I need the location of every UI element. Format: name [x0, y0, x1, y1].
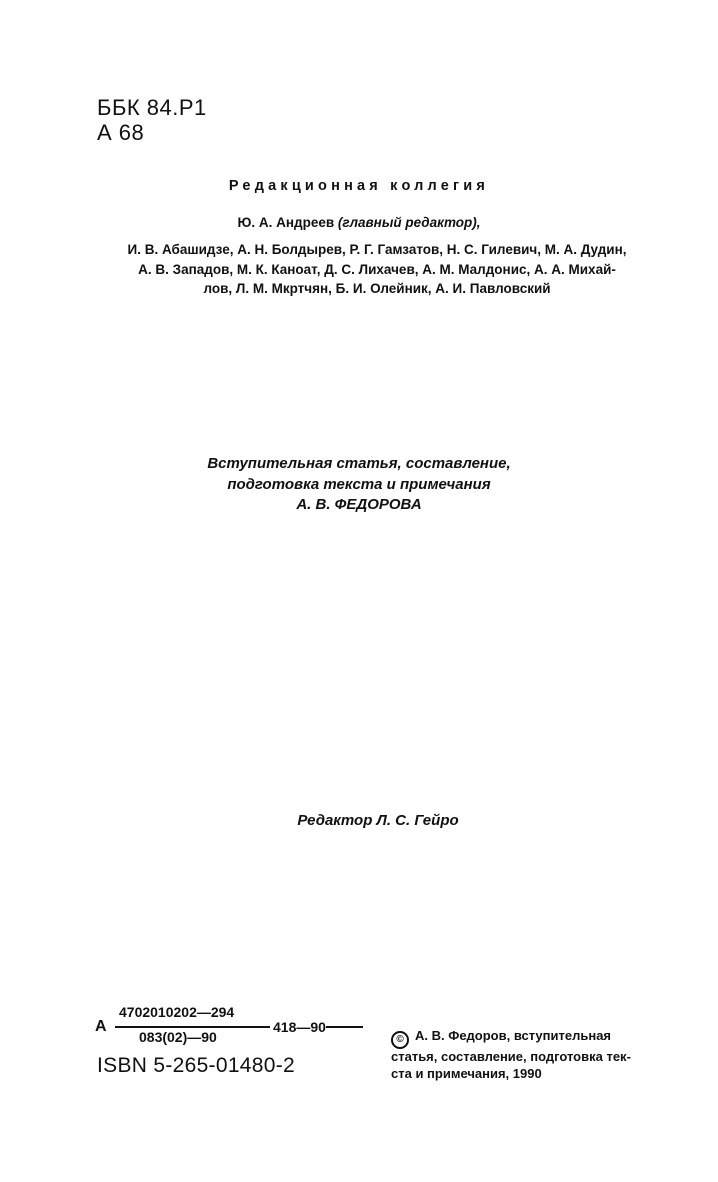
copyright-notice: [391, 1028, 663, 1082]
editor-in-chief: [0, 215, 718, 230]
members-line: лов, Л. М. Мкртчян, Б. И. Олейник, А. И. Павловский: [203, 281, 551, 296]
copyright-line-1: А. В. Федоров, вступительная: [415, 1028, 612, 1043]
members-line: А. В. Западов, М. К. Каноат, Д. С. Лихачев, А. М. Малдонис, А. А. Михай-: [138, 261, 616, 277]
catalog-numerator: 4702010202—294: [119, 1004, 235, 1020]
copyright-line-3: ста и примечания, 1990: [391, 1065, 542, 1081]
catalog-order: 418—90: [270, 1019, 326, 1035]
chief-role: (главный редактор),: [337, 215, 481, 230]
catalog-letter: А: [95, 1018, 107, 1035]
credits-line-2: подготовка текста и примечания: [227, 475, 491, 493]
bbk-code: ББК 84.Р1: [97, 95, 207, 120]
credits-author: А. В. ФЕДОРОВА: [296, 496, 422, 513]
chief-name: Ю. А. Андреев: [237, 215, 335, 230]
editorial-board-title: Редакционная коллегия: [228, 178, 490, 194]
credits-line-1: Вступительная статья, составление,: [207, 455, 511, 472]
copyright-icon: ©: [391, 1031, 409, 1049]
author-mark: А 68: [97, 120, 145, 145]
classification-codes: [97, 95, 207, 145]
copyright-line-2: статья, составление, подготовка тек-: [391, 1049, 631, 1064]
isbn: ISBN 5-265-01480-2: [97, 1054, 296, 1077]
editorial-board-members: [97, 240, 657, 299]
members-line: И. В. Абашидзе, А. Н. Болдырев, Р. Г. Гамзатов, Н. С. Гилевич, М. А. Дудин,: [127, 242, 627, 257]
catalog-denominator: 083(02)—90: [139, 1029, 217, 1045]
editor-credit: Редактор Л. С. Гейро: [297, 812, 459, 829]
credits-block: [0, 454, 718, 516]
